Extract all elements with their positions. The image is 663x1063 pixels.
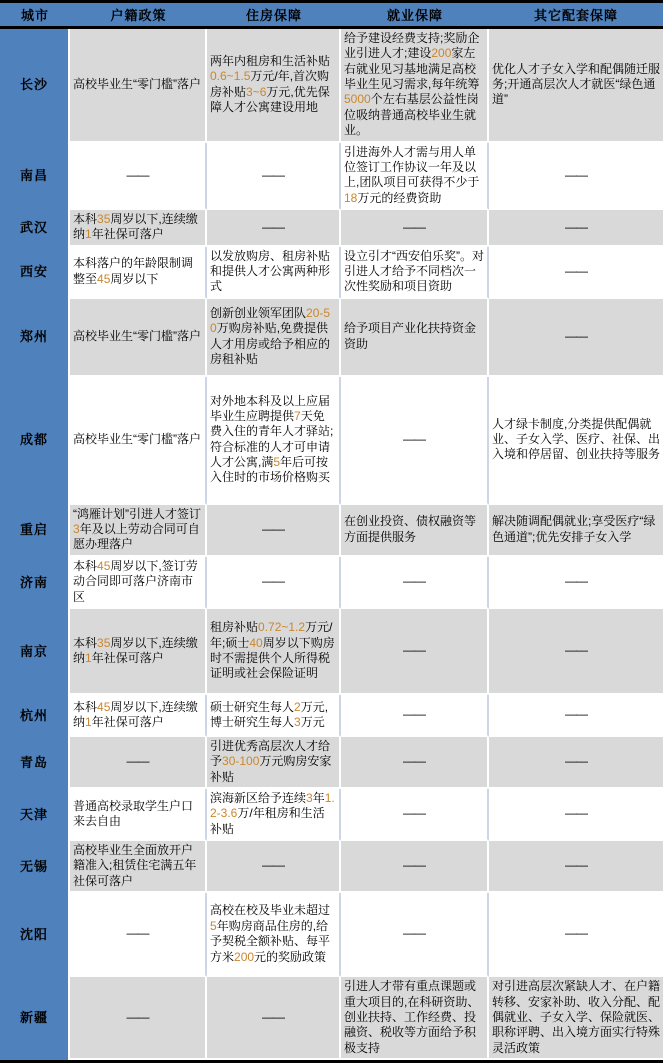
column-header-other-support: 其它配套保障 — [489, 3, 663, 29]
city-name: 无锡 — [0, 841, 70, 893]
city-name: 沈阳 — [0, 893, 70, 977]
empty-policy-dash: —— — [70, 143, 207, 210]
policy-cell: 本科35周岁以下,连续缴纳1年社保可落户 — [70, 210, 207, 247]
empty-policy-dash: —— — [489, 210, 663, 247]
column-header-employment-security: 就业保障 — [341, 3, 489, 29]
table-row — [0, 247, 663, 299]
empty-policy-dash: —— — [207, 977, 341, 1060]
policy-cell: 优化人才子女入学和配偶随迁服务;开通高层次人才就医“绿色通道” — [489, 29, 663, 143]
table-row — [0, 210, 663, 247]
policy-cell: 对引进高层次紧缺人才、在户籍转移、安家补助、收入分配、配偶就业、子女入学、保险就医、职称评聘、出入境方面实行特殊灵活政策 — [489, 977, 663, 1060]
city-name: 西安 — [0, 247, 70, 299]
empty-policy-dash: —— — [489, 789, 663, 841]
table-row — [0, 789, 663, 841]
empty-policy-dash: —— — [341, 737, 489, 789]
empty-policy-dash: —— — [341, 210, 489, 247]
policy-cell: 以发放购房、租房补贴和提供人才公寓两种形式 — [207, 247, 341, 299]
empty-policy-dash: —— — [341, 789, 489, 841]
table-row — [0, 377, 663, 505]
city-name: 武汉 — [0, 210, 70, 247]
table-row — [0, 505, 663, 557]
column-header-housing-security: 住房保障 — [207, 3, 341, 29]
empty-policy-dash: —— — [207, 143, 341, 210]
empty-policy-dash: —— — [207, 841, 341, 893]
policy-cell: 对外地本科及以上应届毕业生应聘提供7天免费入住的青年人才驿站;符合标准的人才可申请人才公寓,满5年后可按入住时的市场价格购买 — [207, 377, 341, 505]
table-row — [0, 29, 663, 143]
policy-cell: 本科落户的年龄限制调整至45周岁以下 — [70, 247, 207, 299]
empty-policy-dash: —— — [207, 505, 341, 557]
empty-policy-dash: —— — [489, 247, 663, 299]
table-row — [0, 695, 663, 737]
empty-policy-dash: —— — [70, 977, 207, 1060]
empty-policy-dash: —— — [341, 377, 489, 505]
empty-policy-dash: —— — [341, 609, 489, 695]
empty-policy-dash: —— — [341, 893, 489, 977]
policy-cell: 引进海外人才需与用人单位签订工作协议一年及以上,团队项目可获得不少于18万元的经费资助 — [341, 143, 489, 210]
column-header-city: 城市 — [0, 3, 70, 29]
policy-cell: 高校毕业生“零门槛”落户 — [70, 299, 207, 377]
city-name: 南昌 — [0, 143, 70, 210]
policy-cell: 滨海新区给予连续3年1.2-3.6万/年租房和生活补贴 — [207, 789, 341, 841]
policy-cell: 给予项目产业化扶持资金资助 — [341, 299, 489, 377]
empty-policy-dash: —— — [489, 299, 663, 377]
policy-cell: 两年内租房和生活补贴0.6~1.5万元/年,首次购房补贴3~6万元,优先保障人才公寓建设用地 — [207, 29, 341, 143]
table-row — [0, 557, 663, 609]
policy-cell: 租房补贴0.72~1.2万元/年;硕士40周岁以下购房时不需提供个人所得税证明或社会保险证明 — [207, 609, 341, 695]
policy-cell: 解决随调配偶就业;享受医疗“绿色通道”;优先安排子女入学 — [489, 505, 663, 557]
city-name: 南京 — [0, 609, 70, 695]
city-name: 郑州 — [0, 299, 70, 377]
policy-cell: 本科45周岁以下,签订劳动合同即可落户济南市区 — [70, 557, 207, 609]
policy-cell: “鸿雁计划”引进人才签订3年及以上劳动合同可自愿办理落户 — [70, 505, 207, 557]
table-body — [0, 29, 663, 1060]
policy-cell: 设立引才“西安伯乐奖”。对引进人才给予不同档次一次性奖励和项目资助 — [341, 247, 489, 299]
empty-policy-dash: —— — [489, 841, 663, 893]
empty-policy-dash: —— — [70, 737, 207, 789]
empty-policy-dash: —— — [489, 143, 663, 210]
table-row — [0, 977, 663, 1060]
empty-policy-dash: —— — [207, 557, 341, 609]
policy-cell: 高校毕业生“零门槛”落户 — [70, 377, 207, 505]
policy-cell: 人才绿卡制度,分类提供配偶就业、子女入学、医疗、社保、出入境和停居留、创业扶持等服务 — [489, 377, 663, 505]
table-row — [0, 299, 663, 377]
table-row — [0, 609, 663, 695]
city-name: 青岛 — [0, 737, 70, 789]
empty-policy-dash: —— — [207, 210, 341, 247]
policy-cell: 本科45周岁以下,连续缴纳1年社保可落户 — [70, 695, 207, 737]
empty-policy-dash: —— — [341, 841, 489, 893]
empty-policy-dash: —— — [70, 893, 207, 977]
policy-cell: 创新创业领军团队20-50万购房补贴,免费提供人才用房或给予相应的房租补贴 — [207, 299, 341, 377]
city-name: 杭州 — [0, 695, 70, 737]
policy-cell: 给予建设经费支持;奖励企业引进人才;建设200家左右就业见习基地满足高校毕业生见习需求,每年统筹5000个左右基层公益性岗位吸纳普通高校毕业生就业。 — [341, 29, 489, 143]
policy-cell: 硕士研究生每人2万元,博士研究生每人3万元 — [207, 695, 341, 737]
city-name: 济南 — [0, 557, 70, 609]
policy-cell: 高校在校及毕业未超过5年购房商品住房的,给予契税全额补贴、每平方米200元的奖励政策 — [207, 893, 341, 977]
header-row — [0, 3, 663, 29]
policy-cell: 引进优秀高层次人才给予30-100万元购房安家补贴 — [207, 737, 341, 789]
city-name: 长沙 — [0, 29, 70, 143]
table-row — [0, 143, 663, 210]
empty-policy-dash: —— — [341, 695, 489, 737]
empty-policy-dash: —— — [489, 557, 663, 609]
column-header-hukou-policy: 户籍政策 — [70, 3, 207, 29]
city-name: 成都 — [0, 377, 70, 505]
policy-cell: 高校毕业生“零门槛”落户 — [70, 29, 207, 143]
policy-cell: 在创业投资、债权融资等方面提供服务 — [341, 505, 489, 557]
empty-policy-dash: —— — [489, 737, 663, 789]
policy-cell: 普通高校录取学生户口来去自由 — [70, 789, 207, 841]
policy-cell: 高校毕业生全面放开户籍准入;租赁住宅满五年社保可落户 — [70, 841, 207, 893]
empty-policy-dash: —— — [489, 609, 663, 695]
table-row — [0, 841, 663, 893]
table-header — [0, 3, 663, 29]
empty-policy-dash: —— — [341, 557, 489, 609]
empty-policy-dash: —— — [489, 695, 663, 737]
city-name: 天津 — [0, 789, 70, 841]
empty-policy-dash: —— — [489, 893, 663, 977]
table-row — [0, 893, 663, 977]
table-row — [0, 737, 663, 789]
policy-cell: 本科35周岁以下,连续缴纳1年社保可落户 — [70, 609, 207, 695]
city-name: 重启 — [0, 505, 70, 557]
city-name: 新疆 — [0, 977, 70, 1060]
policy-cell: 引进人才带有重点课题或重大项目的,在科研资助、创业扶持、工作经费、投融资、税收等方面给予积极支持 — [341, 977, 489, 1060]
